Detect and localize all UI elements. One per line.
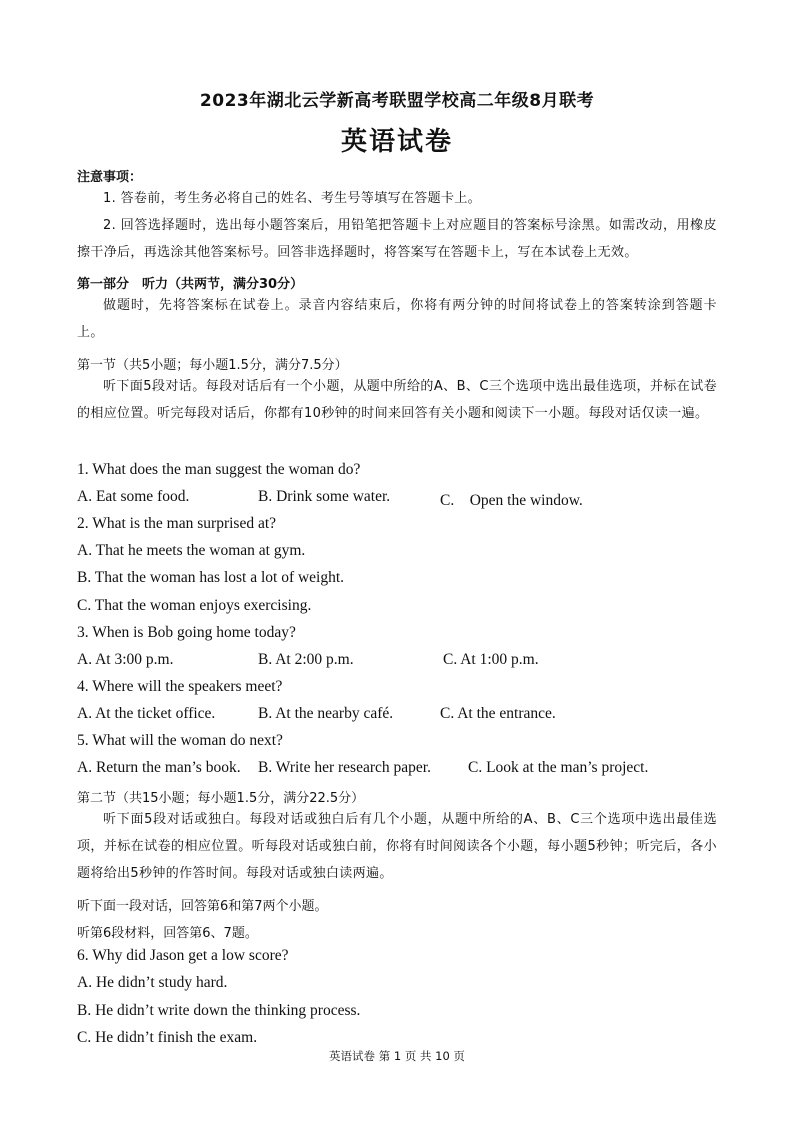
subject-title: 英语试卷: [340, 127, 453, 157]
question-5-option-a: A. Return the man’s book.: [77, 759, 241, 776]
part1-heading: 第一部分 听力（共两节，满分30分）: [77, 277, 304, 292]
question-6-option-c: C. He didn’t finish the exam.: [77, 1029, 258, 1046]
question-2-stem: 2. What is the man surprised at?: [77, 515, 277, 532]
section2-intro: 听下面5段对话或独白。每段对话或独白后有几个小题，从题中所给的A、B、C三个选项中选出最佳选项，并标在试卷的相应位置。听每段对话或独白前，你将有时间阅读各个小题，每小题5秒钟；听完后，各小题将给出5秒钟的作答时间。每段对话或独白读两遍。: [77, 812, 717, 881]
question-5-stem: 5. What will the woman do next?: [77, 732, 283, 749]
notice-item-2: 2. 回答选择题时，选出每小题答案后，用铅笔把答题卡上对应题目的答案标号涂黑。如需改动，用橡皮擦干净后，再选涂其他答案标号。回答非选择题时，将答案写在答题卡上，写在本试卷上无效。: [77, 218, 717, 260]
question-1-option-b: B. Drink some water.: [258, 488, 391, 505]
question-1-option-c: C. Open the window.: [440, 492, 583, 509]
question-1-option-a: A. Eat some food.: [77, 488, 190, 505]
section1-intro: 听下面5段对话。每段对话后有一个小题，从题中所给的A、B、C三个选项中选出最佳选项，并标在试卷的相应位置。听完每段对话后，你都有10秒钟的时间来回答有关小题和阅读下一小题。每段对话仅读一遍。: [77, 379, 717, 421]
section2-heading: 第二节（共15小题；每小题1.5分，满分22.5分）: [77, 791, 365, 806]
question-4-option-b: B. At the nearby café.: [258, 705, 394, 722]
question-6-option-a: A. He didn’t study hard.: [77, 974, 228, 991]
dialog-note: 听下面一段对话，回答第6和第7两个小题。: [77, 899, 328, 914]
question-3-option-b: B. At 2:00 p.m.: [258, 651, 354, 668]
question-3-stem: 3. When is Bob going home today?: [77, 624, 296, 641]
notice-item-1: 1. 答卷前，考生务必将自己的姓名、考生号等填写在答题卡上。: [103, 191, 482, 206]
page-footer: 英语试卷 第 1 页 共 10 页: [329, 1049, 465, 1063]
part1-intro: 做题时，先将答案标在试卷上。录音内容结束后，你将有两分钟的时间将试卷上的答案转涂到答题卡上。: [77, 298, 717, 340]
question-2-option-b: B. That the woman has lost a lot of weight.: [77, 569, 345, 586]
question-5-option-c: C. Look at the man’s project.: [468, 759, 649, 776]
question-6-stem: 6. Why did Jason get a low score?: [77, 947, 289, 964]
question-6-option-b: B. He didn’t write down the thinking process.: [77, 1002, 361, 1019]
question-4-option-c: C. At the entrance.: [440, 705, 556, 722]
question-3-option-a: A. At 3:00 p.m.: [77, 651, 174, 668]
section1-heading: 第一节（共5小题；每小题1.5分，满分7.5分）: [77, 358, 348, 373]
question-4-option-a: A. At the ticket office.: [77, 705, 216, 722]
question-3-option-c: C. At 1:00 p.m.: [443, 651, 539, 668]
notice-heading: 注意事项：: [77, 170, 143, 185]
exam-title: 2023年湖北云学新高考联盟学校高二年级8月联考: [199, 91, 595, 111]
material-note: 听第6段材料，回答第6、7题。: [77, 926, 258, 941]
question-1-stem: 1. What does the man suggest the woman do?: [77, 461, 361, 478]
question-5-option-b: B. Write her research paper.: [258, 759, 431, 776]
question-2-option-a: A. That he meets the woman at gym.: [77, 542, 306, 559]
question-4-stem: 4. Where will the speakers meet?: [77, 678, 283, 695]
question-2-option-c: C. That the woman enjoys exercising.: [77, 597, 312, 614]
